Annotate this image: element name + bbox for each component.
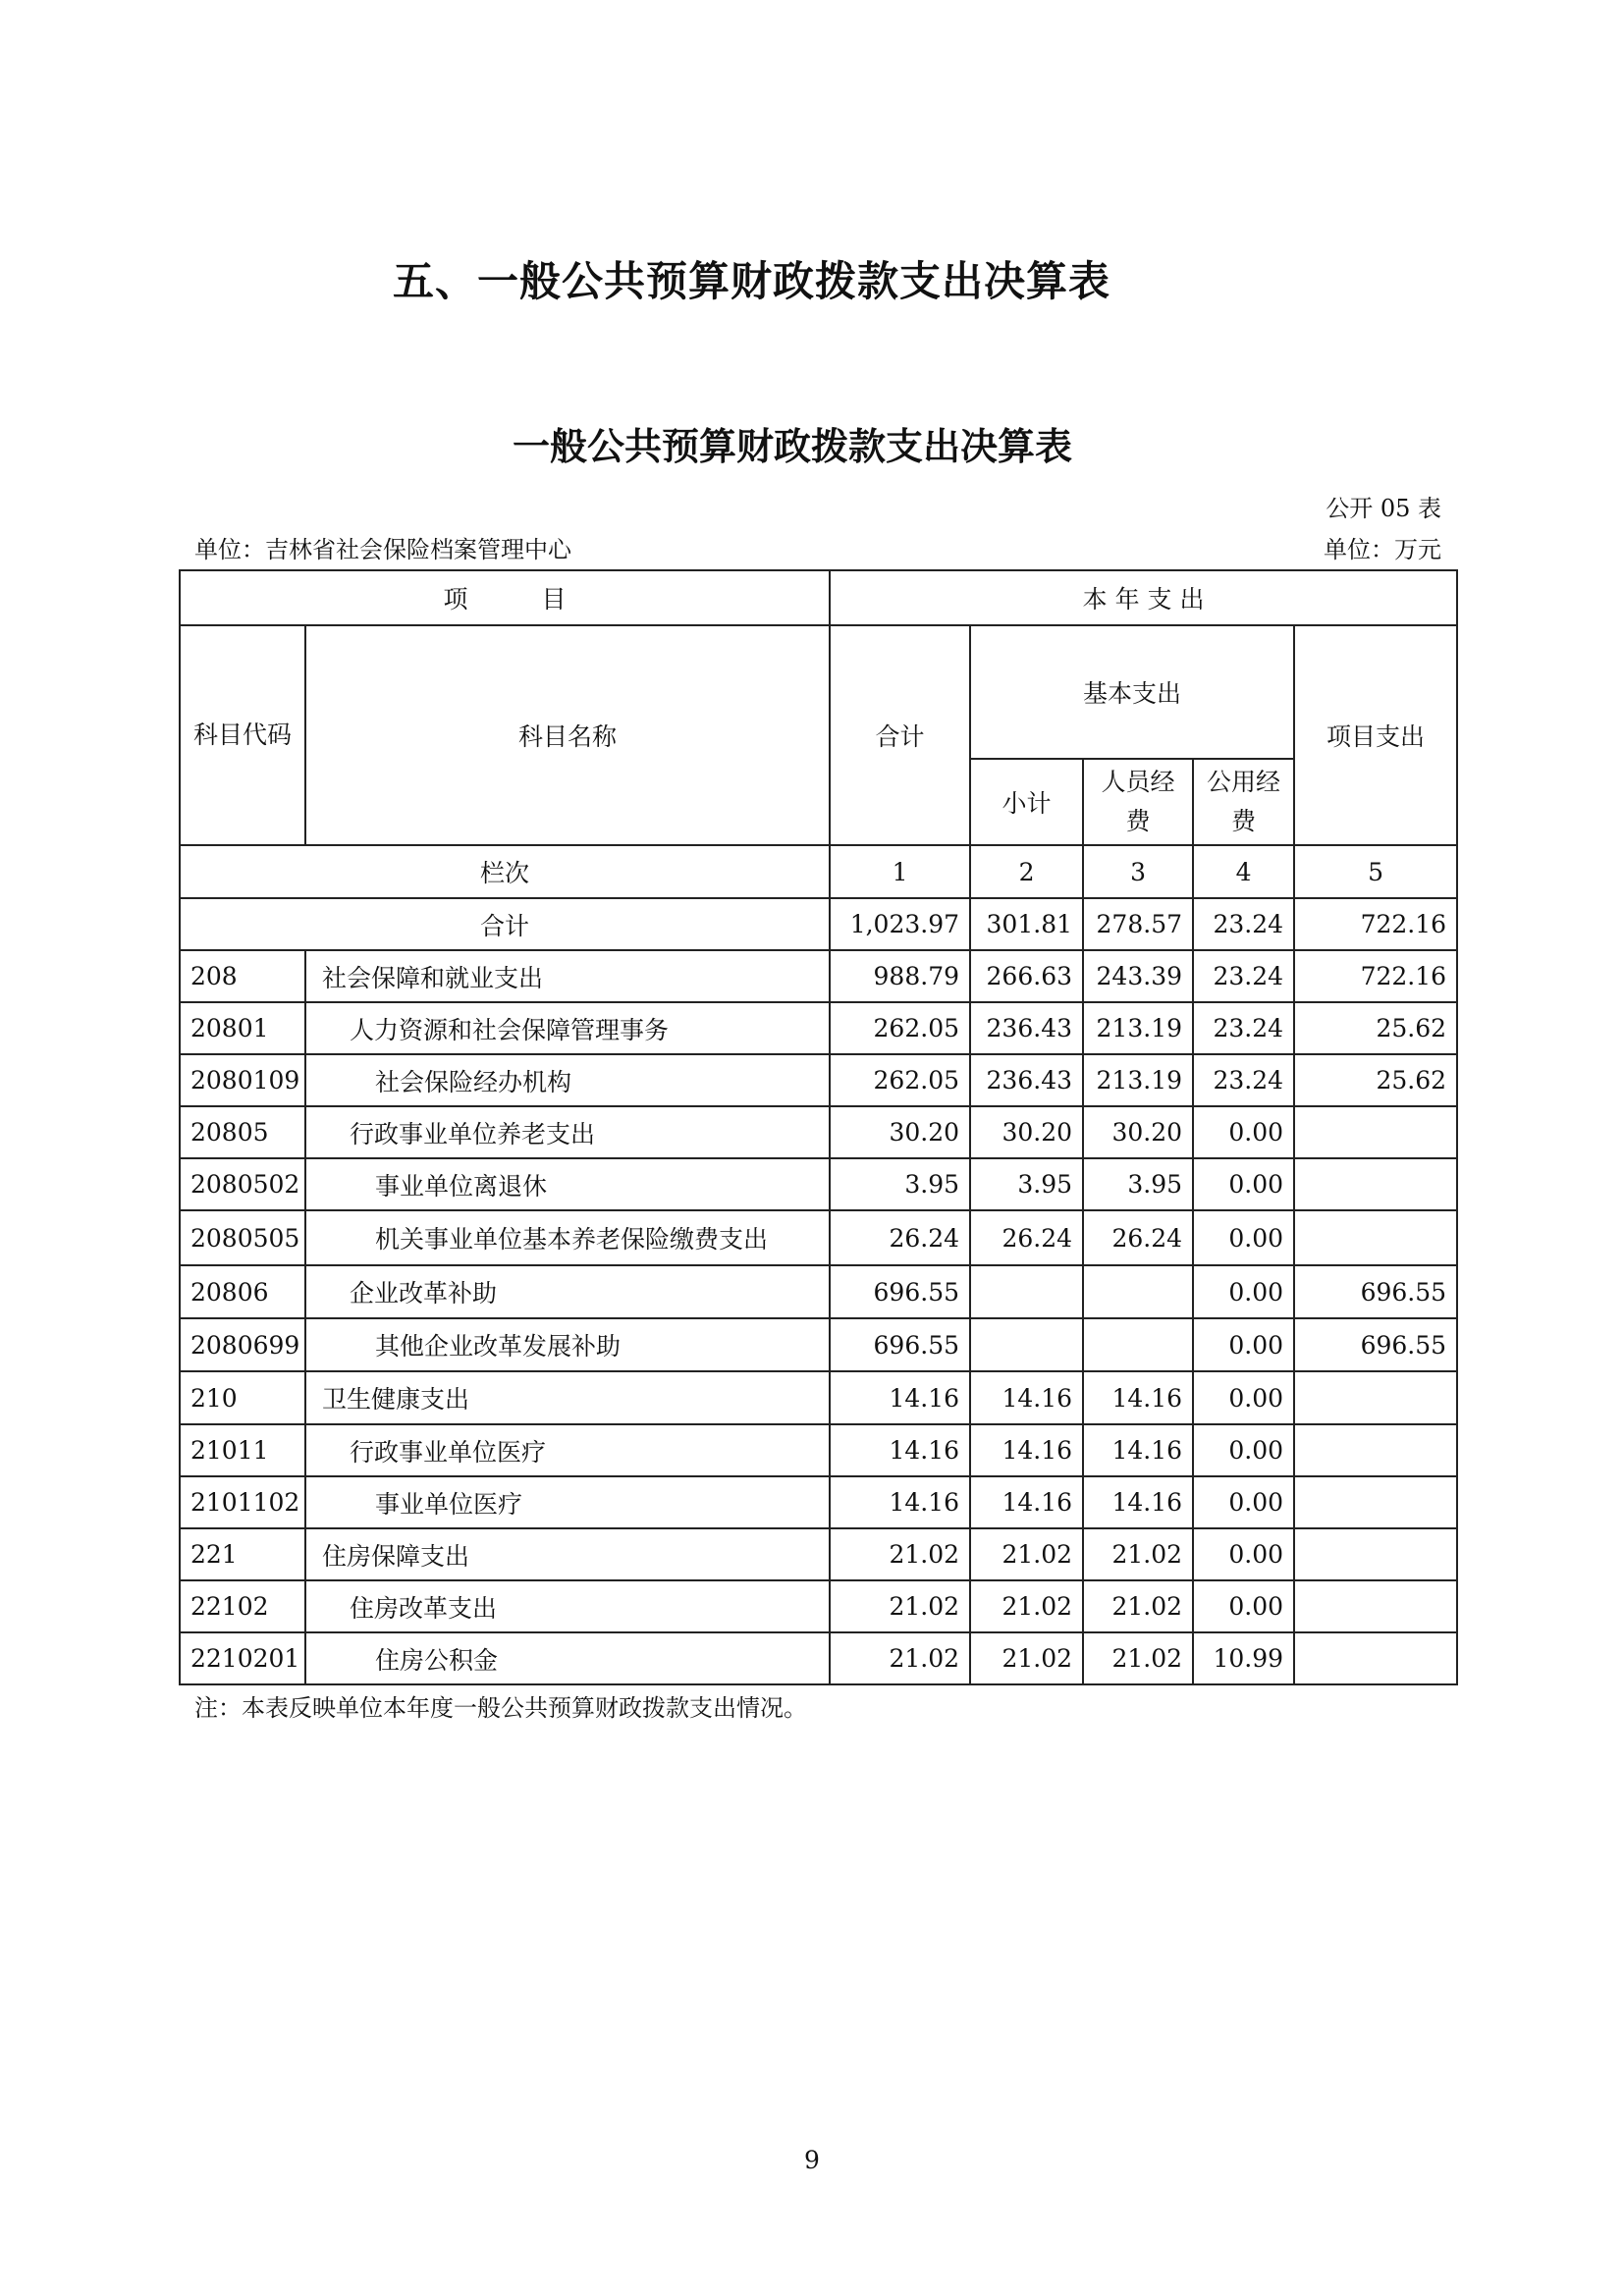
unit-of-measure: 单位：万元 — [1324, 536, 1441, 563]
cell-subtotal: 266.63 — [970, 950, 1083, 1002]
table-row — [180, 1476, 1457, 1528]
cell-total: 262.05 — [830, 1054, 970, 1106]
table-row — [180, 1371, 1457, 1424]
table-row — [180, 1054, 1457, 1106]
cell-code: 221 — [180, 1528, 305, 1580]
cell-project — [1294, 1632, 1457, 1684]
cell-personnel: 21.02 — [1083, 1580, 1193, 1632]
cell-code: 2080109 — [180, 1054, 305, 1106]
page-number: 9 — [804, 2146, 820, 2174]
table-row — [180, 1580, 1457, 1632]
cell-public: 0.00 — [1193, 1158, 1294, 1210]
cell-public: 0.00 — [1193, 1476, 1294, 1528]
header-basic: 基本支出 — [970, 625, 1294, 759]
cell-subtotal — [970, 1265, 1083, 1318]
cell-public: 23.24 — [1193, 1054, 1294, 1106]
expenditure-table — [179, 569, 1458, 1685]
cell-name: 卫生健康支出 — [305, 1371, 830, 1424]
cell-personnel — [1083, 1265, 1193, 1318]
table-row — [180, 1424, 1457, 1476]
cell-code: 21011 — [180, 1424, 305, 1476]
cell-public: 0.00 — [1193, 1424, 1294, 1476]
cell-name: 事业单位离退休 — [305, 1158, 830, 1210]
cell-name: 住房公积金 — [305, 1632, 830, 1684]
cell-public: 0.00 — [1193, 1318, 1294, 1371]
column-number: 5 — [1294, 845, 1457, 898]
cell-personnel: 30.20 — [1083, 1106, 1193, 1158]
cell-name: 住房改革支出 — [305, 1580, 830, 1632]
cell-code: 20806 — [180, 1265, 305, 1318]
cell-subtotal: 14.16 — [970, 1424, 1083, 1476]
cell-project: 25.62 — [1294, 1054, 1457, 1106]
cell-project — [1294, 1210, 1457, 1265]
cell-project: 696.55 — [1294, 1265, 1457, 1318]
column-number: 3 — [1083, 845, 1193, 898]
cell-personnel: 213.19 — [1083, 1054, 1193, 1106]
cell-subtotal: 301.81 — [970, 898, 1083, 950]
cell-public: 0.00 — [1193, 1580, 1294, 1632]
cell-subtotal: 21.02 — [970, 1528, 1083, 1580]
table-row — [180, 1158, 1457, 1210]
cell-total: 21.02 — [830, 1528, 970, 1580]
cell-subtotal: 30.20 — [970, 1106, 1083, 1158]
cell-personnel: 14.16 — [1083, 1476, 1193, 1528]
cell-name: 行政事业单位医疗 — [305, 1424, 830, 1476]
cell-total: 262.05 — [830, 1002, 970, 1054]
column-number-label: 栏次 — [180, 845, 830, 898]
cell-public: 0.00 — [1193, 1106, 1294, 1158]
cell-subtotal: 3.95 — [970, 1158, 1083, 1210]
table-row — [180, 1318, 1457, 1371]
cell-total: 21.02 — [830, 1580, 970, 1632]
cell-name: 事业单位医疗 — [305, 1476, 830, 1528]
header-name: 科目名称 — [305, 625, 830, 845]
cell-subtotal: 26.24 — [970, 1210, 1083, 1265]
header-subtotal: 小计 — [970, 759, 1083, 845]
total-row — [180, 898, 1457, 950]
cell-public: 23.24 — [1193, 898, 1294, 950]
table-row — [180, 1210, 1457, 1265]
cell-name: 行政事业单位养老支出 — [305, 1106, 830, 1158]
cell-code: 20805 — [180, 1106, 305, 1158]
cell-subtotal: 236.43 — [970, 1054, 1083, 1106]
cell-public: 0.00 — [1193, 1528, 1294, 1580]
cell-public: 23.24 — [1193, 950, 1294, 1002]
cell-project — [1294, 1528, 1457, 1580]
cell-total: 988.79 — [830, 950, 970, 1002]
cell-project — [1294, 1371, 1457, 1424]
cell-project: 722.16 — [1294, 898, 1457, 950]
cell-personnel: 14.16 — [1083, 1424, 1193, 1476]
cell-project: 25.62 — [1294, 1002, 1457, 1054]
cell-personnel: 14.16 — [1083, 1371, 1193, 1424]
cell-subtotal: 14.16 — [970, 1371, 1083, 1424]
cell-personnel: 243.39 — [1083, 950, 1193, 1002]
cell-public: 0.00 — [1193, 1210, 1294, 1265]
column-number: 4 — [1193, 845, 1294, 898]
cell-project — [1294, 1476, 1457, 1528]
cell-code: 2210201 — [180, 1632, 305, 1684]
table-title: 一般公共预算财政拨款支出决算表 — [512, 425, 1072, 468]
cell-personnel — [1083, 1318, 1193, 1371]
unit-name: 单位：吉林省社会保险档案管理中心 — [194, 536, 571, 563]
cell-name: 社会保险经办机构 — [305, 1054, 830, 1106]
table-row — [180, 1106, 1457, 1158]
cell-project: 722.16 — [1294, 950, 1457, 1002]
cell-code: 2080502 — [180, 1158, 305, 1210]
table-row — [180, 950, 1457, 1002]
cell-name: 住房保障支出 — [305, 1528, 830, 1580]
header-project-expense: 项目支出 — [1294, 625, 1457, 845]
column-number: 2 — [970, 845, 1083, 898]
cell-total: 30.20 — [830, 1106, 970, 1158]
header-public: 公用经费 — [1193, 759, 1294, 845]
cell-total: 14.16 — [830, 1476, 970, 1528]
cell-code: 20801 — [180, 1002, 305, 1054]
header-project: 项 目 — [180, 570, 830, 625]
cell-project — [1294, 1106, 1457, 1158]
section-heading: 五、一般公共预算财政拨款支出决算表 — [393, 257, 1111, 305]
cell-project — [1294, 1424, 1457, 1476]
cell-public: 10.99 — [1193, 1632, 1294, 1684]
cell-personnel: 278.57 — [1083, 898, 1193, 950]
cell-subtotal: 14.16 — [970, 1476, 1083, 1528]
cell-name: 人力资源和社会保障管理事务 — [305, 1002, 830, 1054]
table-row — [180, 1632, 1457, 1684]
cell-public: 0.00 — [1193, 1371, 1294, 1424]
cell-code: 2080505 — [180, 1210, 305, 1265]
cell-subtotal: 21.02 — [970, 1580, 1083, 1632]
cell-name: 其他企业改革发展补助 — [305, 1318, 830, 1371]
cell-code: 2080699 — [180, 1318, 305, 1371]
table-row — [180, 1265, 1457, 1318]
cell-total: 3.95 — [830, 1158, 970, 1210]
cell-subtotal: 236.43 — [970, 1002, 1083, 1054]
header-total: 合计 — [830, 625, 970, 845]
cell-code: 2101102 — [180, 1476, 305, 1528]
cell-personnel: 26.24 — [1083, 1210, 1193, 1265]
cell-total: 1,023.97 — [830, 898, 970, 950]
cell-name: 机关事业单位基本养老保险缴费支出 — [305, 1210, 830, 1265]
header-current-year: 本 年 支 出 — [830, 570, 1457, 625]
cell-personnel: 213.19 — [1083, 1002, 1193, 1054]
cell-project: 696.55 — [1294, 1318, 1457, 1371]
cell-name: 社会保障和就业支出 — [305, 950, 830, 1002]
cell-code: 210 — [180, 1371, 305, 1424]
cell-total: 14.16 — [830, 1371, 970, 1424]
cell-project — [1294, 1158, 1457, 1210]
table-note: 注：本表反映单位本年度一般公共预算财政拨款支出情况。 — [194, 1694, 807, 1722]
cell-total: 26.24 — [830, 1210, 970, 1265]
cell-public: 0.00 — [1193, 1265, 1294, 1318]
cell-total: 21.02 — [830, 1632, 970, 1684]
cell-total: 696.55 — [830, 1265, 970, 1318]
table-row — [180, 1002, 1457, 1054]
cell-personnel: 21.02 — [1083, 1632, 1193, 1684]
cell-subtotal: 21.02 — [970, 1632, 1083, 1684]
cell-total: 14.16 — [830, 1424, 970, 1476]
cell-subtotal — [970, 1318, 1083, 1371]
cell-project — [1294, 1580, 1457, 1632]
total-label: 合计 — [180, 898, 830, 950]
header-personnel: 人员经费 — [1083, 759, 1193, 845]
table-row — [180, 1528, 1457, 1580]
cell-total: 696.55 — [830, 1318, 970, 1371]
cell-name: 企业改革补助 — [305, 1265, 830, 1318]
cell-personnel: 3.95 — [1083, 1158, 1193, 1210]
form-code: 公开 05 表 — [1326, 495, 1441, 522]
cell-public: 23.24 — [1193, 1002, 1294, 1054]
cell-personnel: 21.02 — [1083, 1528, 1193, 1580]
header-code: 科目代码 — [180, 625, 305, 845]
cell-code: 208 — [180, 950, 305, 1002]
column-number: 1 — [830, 845, 970, 898]
cell-code: 22102 — [180, 1580, 305, 1632]
